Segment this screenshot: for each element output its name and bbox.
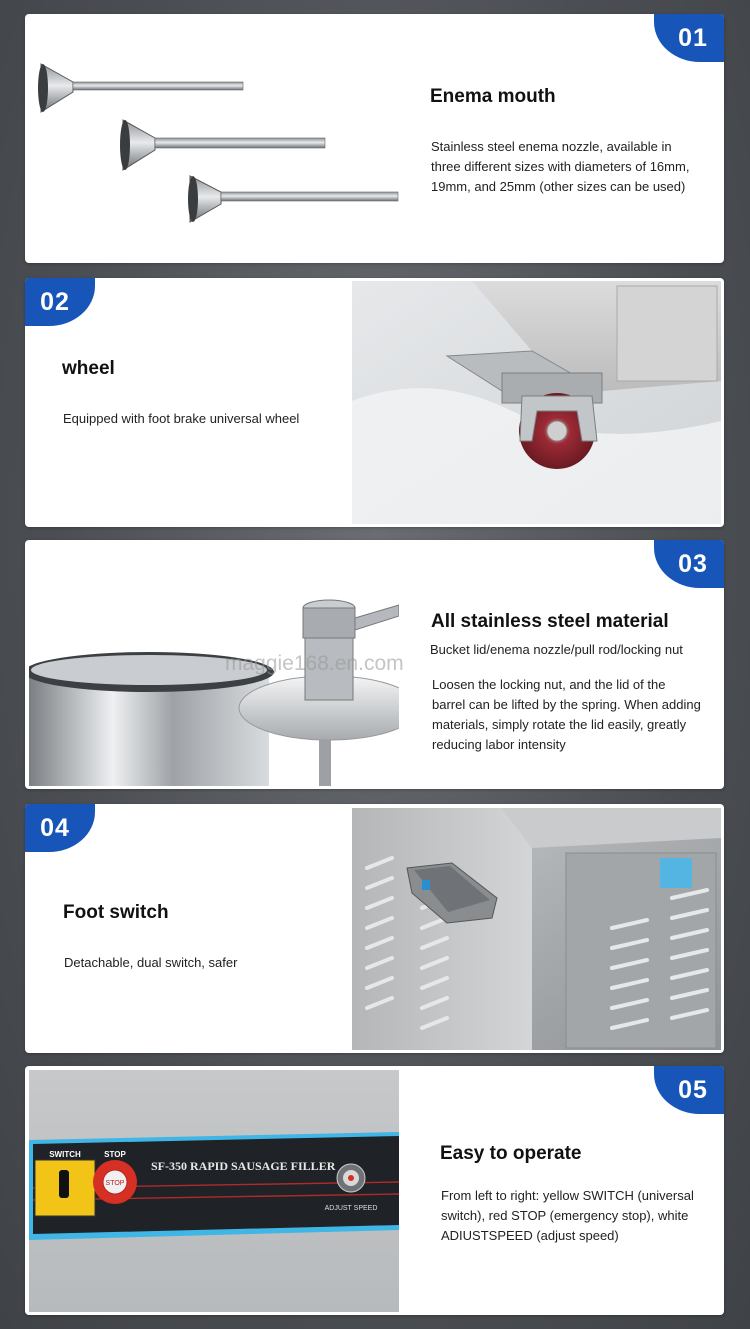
section-description: Loosen the locking nut, and the lid of the barrel can be lifted by the spring. When adding materials, simply rotate the lid easily, greatly reducing labor intensity	[432, 677, 701, 752]
watermark: maggie168.en.com	[225, 652, 404, 675]
section-number-badge: 05	[654, 1066, 724, 1114]
caster-wheel-photo	[352, 281, 721, 524]
foot-switch-photo	[352, 808, 721, 1050]
steel-barrel-photo	[29, 590, 399, 786]
switch-label: SWITCH	[49, 1150, 81, 1159]
section-title: Enema mouth	[430, 86, 556, 107]
enema-nozzle-photo	[33, 54, 413, 239]
section-description: From left to right: yellow SWITCH (universal switch), red STOP (emergency stop), white ADIUSTSPEED (adjust speed)	[441, 1188, 694, 1243]
feature-card-easy-operate	[25, 1066, 724, 1315]
section-description: Detachable, dual switch, safer	[64, 955, 238, 970]
stop-button-text: STOP	[105, 1180, 125, 1187]
section-number-badge: 02	[25, 278, 95, 326]
speed-label: ADJUST SPEED	[324, 1205, 378, 1212]
section-title: Easy to operate	[440, 1143, 582, 1164]
model-label: SF-350 RAPID SAUSAGE FILLER	[151, 1159, 336, 1173]
section-title: Foot switch	[63, 902, 169, 923]
stop-label: STOP	[104, 1150, 126, 1159]
section-description: Equipped with foot brake universal wheel	[63, 411, 300, 426]
feature-card-foot-switch	[25, 804, 724, 1053]
control-panel-photo	[29, 1070, 399, 1312]
section-subtitle: Bucket lid/enema nozzle/pull rod/locking nut	[430, 642, 683, 657]
section-description: Stainless steel enema nozzle, available in three different sizes with diameters of 16mm, 19mm, and 25mm (other sizes can be used)	[431, 139, 690, 194]
section-number-badge: 01	[654, 14, 724, 62]
feature-card-enema-mouth	[25, 14, 724, 263]
feature-card-wheel	[25, 278, 724, 527]
section-number-badge: 03	[654, 540, 724, 588]
section-title: All stainless steel material	[431, 611, 669, 632]
section-title: wheel	[62, 358, 115, 379]
section-number-badge: 04	[25, 804, 95, 852]
